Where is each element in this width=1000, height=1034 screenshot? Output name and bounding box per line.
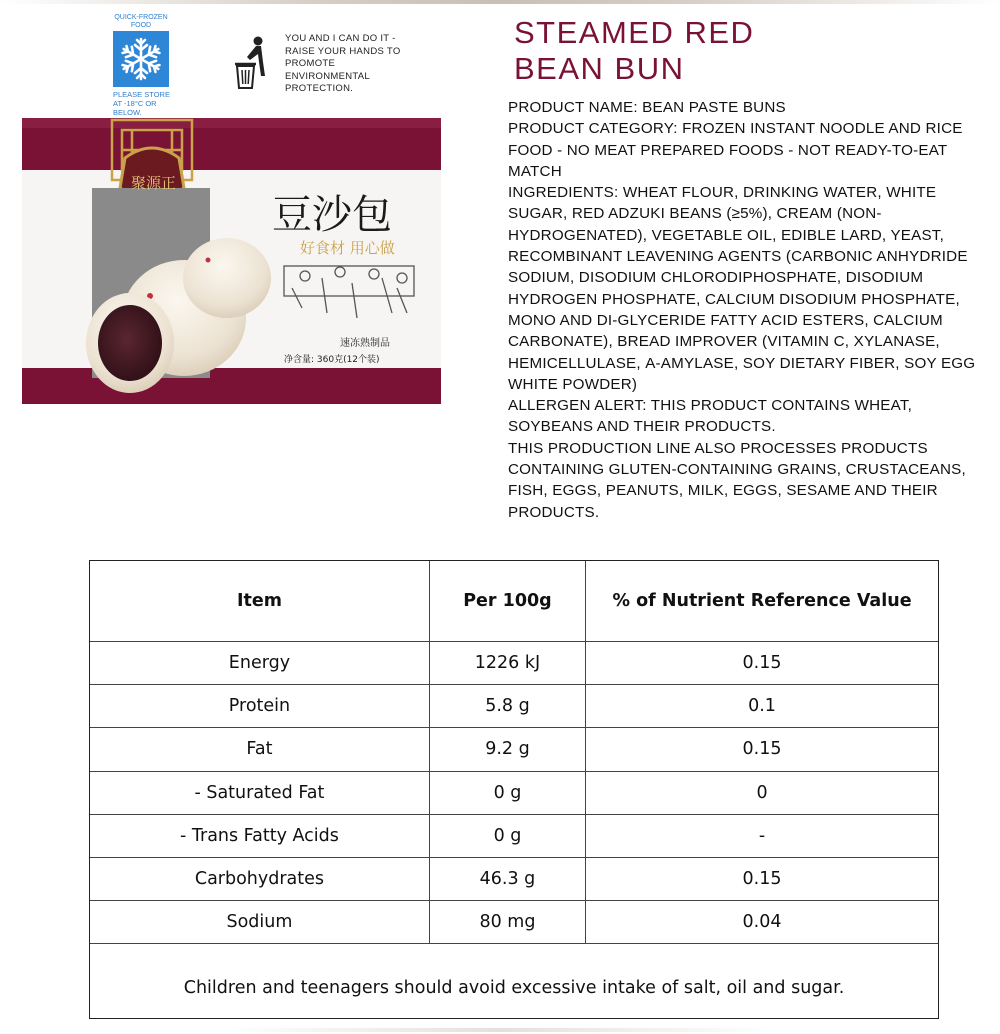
table-row: [90, 814, 938, 857]
table-row: [90, 728, 938, 771]
header-nrv: % of Nutrient Reference Value: [586, 561, 938, 642]
product-title: [514, 15, 934, 87]
package-slogan-cn: 好食材 用心做: [300, 239, 395, 257]
desc-leavening-agents: RECOMBINANT LEAVENING AGENTS (CARBONIC ANHYDRIDE SODIUM, DISODIUM CHLORODIPHOSPHATE, DISODIUM HYDROGEN PHOSPHATE, CALCIUM DISODIUM PHOSPHATE, MONO AND DI-GLYCERIDE FATTY ACID ESTERS, CALCIUM CARBONATE), BREAD IMPROVER (VITAMIN C, XYLANASE, HEMICELLULASE, Α-AMYLASE, SOY DIETARY FIBER, SOY EGG WHITE POWDER): [508, 248, 976, 393]
nutrient-nrv: 0.15: [586, 642, 938, 685]
nutrient-name: Energy: [90, 642, 429, 685]
package-product-cn: 豆沙包: [272, 192, 392, 238]
table-row: [90, 771, 938, 814]
snowflake-icon: [113, 31, 169, 87]
nutrient-nrv: 0.04: [586, 901, 938, 944]
product-package-image: [22, 118, 441, 408]
nutrient-name: Protein: [90, 685, 429, 728]
desc-product-category: PRODUCT CATEGORY: FROZEN INSTANT NOODLE AND RICE FOOD - NO MEAT PREPARED FOODS - NOT READY-TO-EAT MATCH: [508, 120, 963, 180]
table-row: [90, 901, 938, 944]
nutrient-nrv: -: [586, 814, 938, 857]
frozen-badge-top-text: QUICK-FROZEN FOOD: [114, 14, 168, 29]
header-per-100g: Per 100g: [429, 561, 585, 642]
nutrient-amount: 9.2 g: [429, 728, 585, 771]
header-item: Item: [90, 561, 429, 642]
nutrient-nrv: 0.1: [586, 685, 938, 728]
nutrient-amount: 1226 kJ: [429, 642, 585, 685]
trash-bin-person-icon: [232, 36, 272, 92]
nutrition-header-row: [90, 561, 938, 642]
table-row: [90, 857, 938, 900]
nutrient-name: - Trans Fatty Acids: [90, 814, 429, 857]
table-row: [90, 685, 938, 728]
frozen-badge-bottom-text: PLEASE STORE AT -18°C OR BELOW.: [113, 90, 170, 117]
nutrient-name: - Saturated Fat: [90, 771, 429, 814]
nutrient-name: Carbohydrates: [90, 857, 429, 900]
nutrient-amount: 80 mg: [429, 901, 585, 944]
nutrient-name: Fat: [90, 728, 429, 771]
nutrient-amount: 0 g: [429, 814, 585, 857]
nutrient-nrv: 0: [586, 771, 938, 814]
table-row: [90, 642, 938, 685]
package-net-weight-cn: 净含量: 360克(12个装): [284, 355, 380, 365]
product-description: [508, 97, 990, 523]
nutrition-advice-note: Children and teenagers should avoid excessive intake of salt, oil and sugar.: [183, 978, 845, 999]
nutrient-amount: 0 g: [429, 771, 585, 814]
frozen-food-badge: [113, 14, 179, 117]
product-title-line1: STEAMED RED: [514, 15, 755, 50]
desc-product-name: PRODUCT NAME: BEAN PASTE BUNS: [508, 99, 786, 116]
nutrition-facts-table: [89, 560, 939, 1019]
desc-allergen-alert: ALLERGEN ALERT: THIS PRODUCT CONTAINS WHEAT, SOYBEANS AND THEIR PRODUCTS.: [508, 397, 913, 436]
desc-production-line: THIS PRODUCTION LINE ALSO PROCESSES PRODUCTS CONTAINING GLUTEN-CONTAINING GRAINS, CRUSTACEANS, FISH, EGGS, PEANUTS, MILK, EGGS, SESAME AND THEIR PRODUCTS.: [508, 439, 966, 521]
nutrient-nrv: 0.15: [586, 728, 938, 771]
top-divider: [0, 0, 1000, 4]
package-brand-seal: 聚源正: [131, 174, 177, 192]
nutrient-name: Sodium: [90, 901, 429, 944]
package-category-cn: 速冻熟制品: [340, 338, 390, 349]
nutrient-nrv: 0.15: [586, 857, 938, 900]
environmental-notice: YOU AND I CAN DO IT - RAISE YOUR HANDS TO PROMOTE ENVIRONMENTAL PROTECTION.: [285, 33, 401, 94]
product-title-line2: BEAN BUN: [514, 51, 685, 86]
bottom-divider: [220, 1028, 780, 1032]
nutrient-amount: 5.8 g: [429, 685, 585, 728]
desc-ingredients: INGREDIENTS: WHEAT FLOUR, DRINKING WATER, WHITE SUGAR, RED ADZUKI BEANS (≥5%), CREAM (NON-HYDROGENATED), VEGETABLE OIL, EDIBLE LARD, YEAST,: [508, 184, 945, 244]
nutrient-amount: 46.3 g: [429, 857, 585, 900]
